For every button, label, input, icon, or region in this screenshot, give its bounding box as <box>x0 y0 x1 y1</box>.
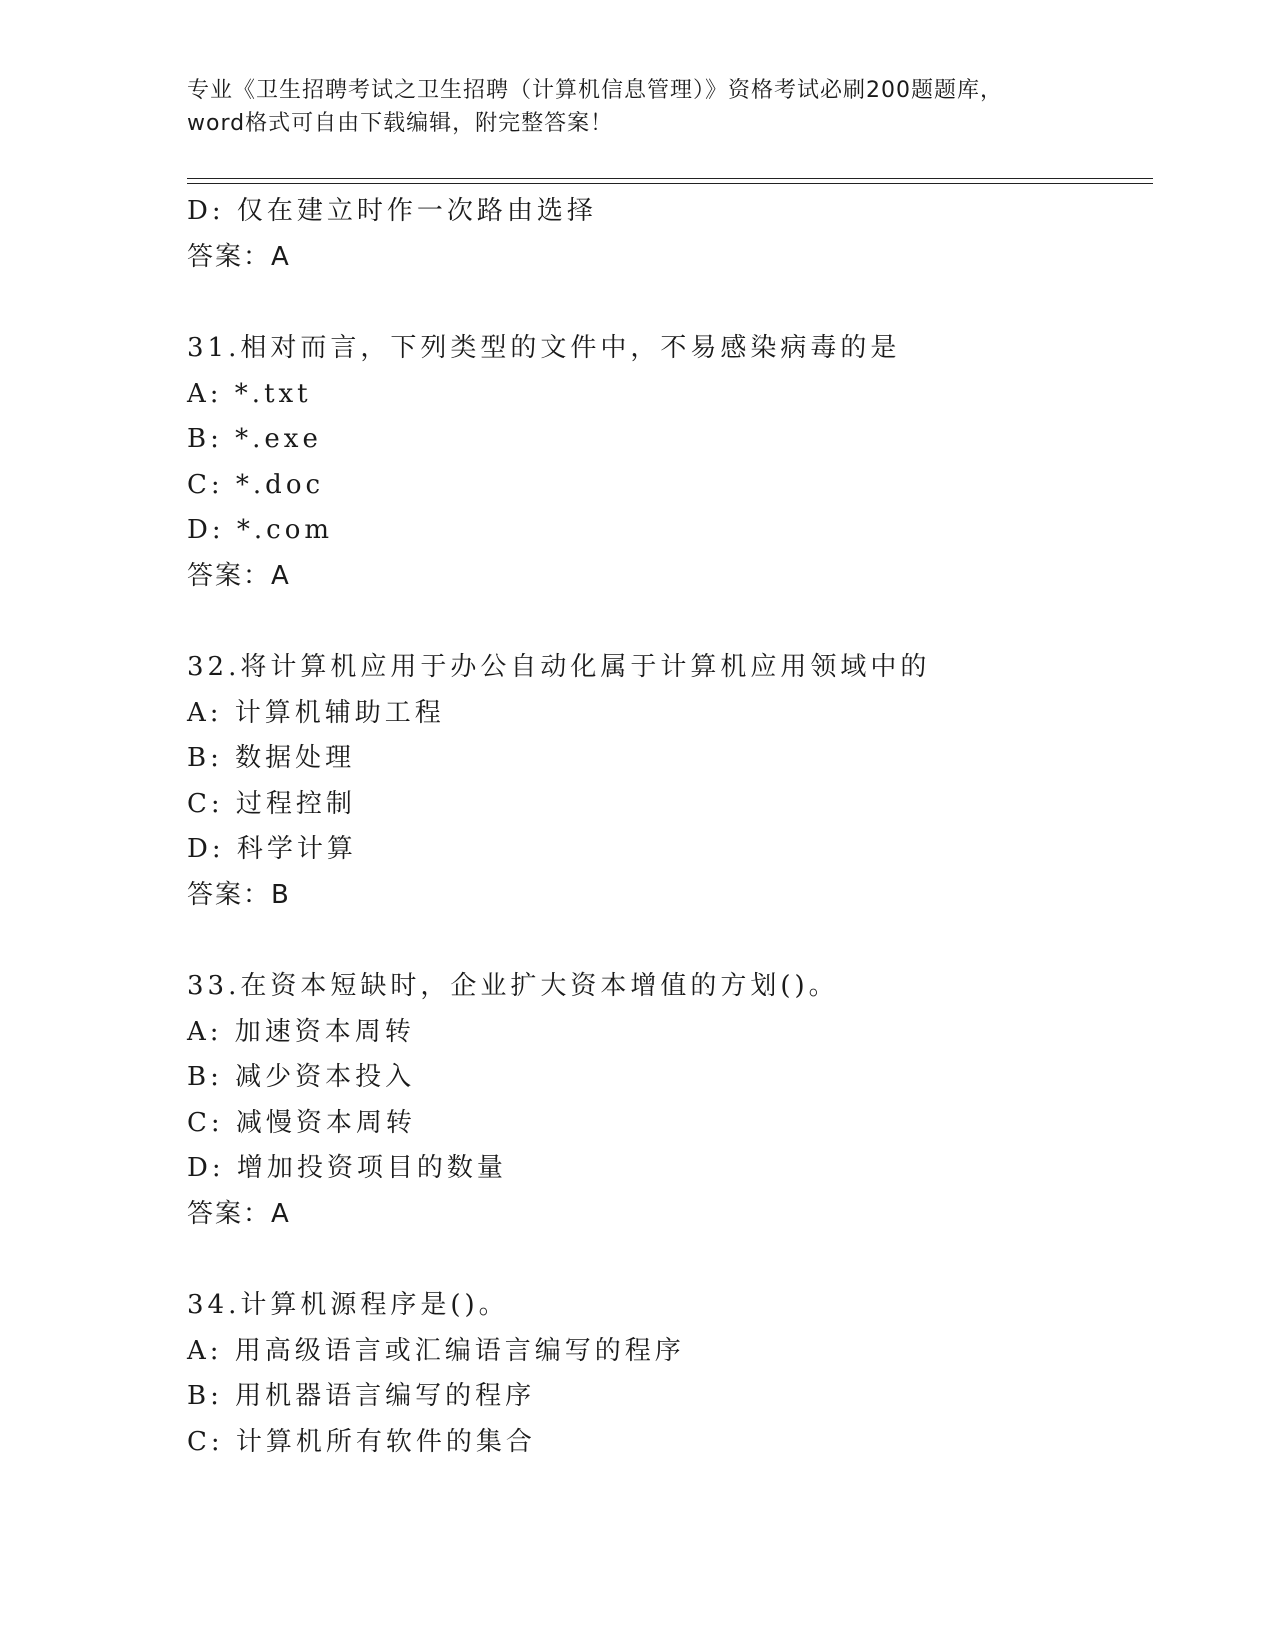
question-text: 31.相对而言，下列类型的文件中，不易感染病毒的是 <box>187 333 901 363</box>
question-text: 34.计算机源程序是()。 <box>187 1290 509 1320</box>
option-d: D: *.com <box>187 515 334 545</box>
option-c: C: 过程控制 <box>187 788 356 819</box>
question-33 <box>187 964 1147 1237</box>
spacer <box>187 918 1147 964</box>
option-a: A: 计算机辅助工程 <box>187 697 445 728</box>
document-header <box>187 74 1087 140</box>
answer-line: 答案：A <box>187 1198 291 1229</box>
option-a: A: 用高级语言或汇编语言编写的程序 <box>187 1335 685 1366</box>
previous-question-tail <box>187 189 1147 280</box>
spacer <box>187 280 1147 326</box>
question-34 <box>187 1283 1147 1465</box>
option-c: C: *.doc <box>187 469 325 500</box>
option-b: B: *.exe <box>187 424 322 454</box>
header-title-line-1: 专业《卫生招聘考试之卫生招聘（计算机信息管理）》资格考试必刷200题题库， <box>187 78 1003 103</box>
spacer <box>187 1237 1147 1283</box>
question-32 <box>187 645 1147 918</box>
option-b: B: 用机器语言编写的程序 <box>187 1381 536 1411</box>
answer-line: 答案：B <box>187 879 291 910</box>
question-text: 33.在资本短缺时，企业扩大资本增值的方划()。 <box>187 971 839 1001</box>
header-divider-bottom <box>187 183 1153 184</box>
option-d: D: 增加投资项目的数量 <box>187 1153 507 1183</box>
option-a: A: 加速资本周转 <box>187 1016 415 1047</box>
question-list <box>187 189 1147 1465</box>
answer-line: 答案：A <box>187 241 291 272</box>
header-divider-top <box>187 178 1153 179</box>
question-31 <box>187 326 1147 599</box>
option-a: A: *.txt <box>187 378 312 409</box>
option-d: D: 仅在建立时作一次路由选择 <box>187 196 597 226</box>
spacer <box>187 599 1147 645</box>
option-c: C: 计算机所有软件的集合 <box>187 1426 536 1457</box>
question-text: 32.将计算机应用于办公自动化属于计算机应用领域中的 <box>187 652 931 682</box>
option-d: D: 科学计算 <box>187 834 357 864</box>
option-c: C: 减慢资本周转 <box>187 1107 416 1138</box>
option-b: B: 减少资本投入 <box>187 1062 416 1092</box>
option-b: B: 数据处理 <box>187 743 356 773</box>
header-title-line-2: word格式可自由下载编辑，附完整答案！ <box>187 111 614 136</box>
answer-line: 答案：A <box>187 560 291 591</box>
